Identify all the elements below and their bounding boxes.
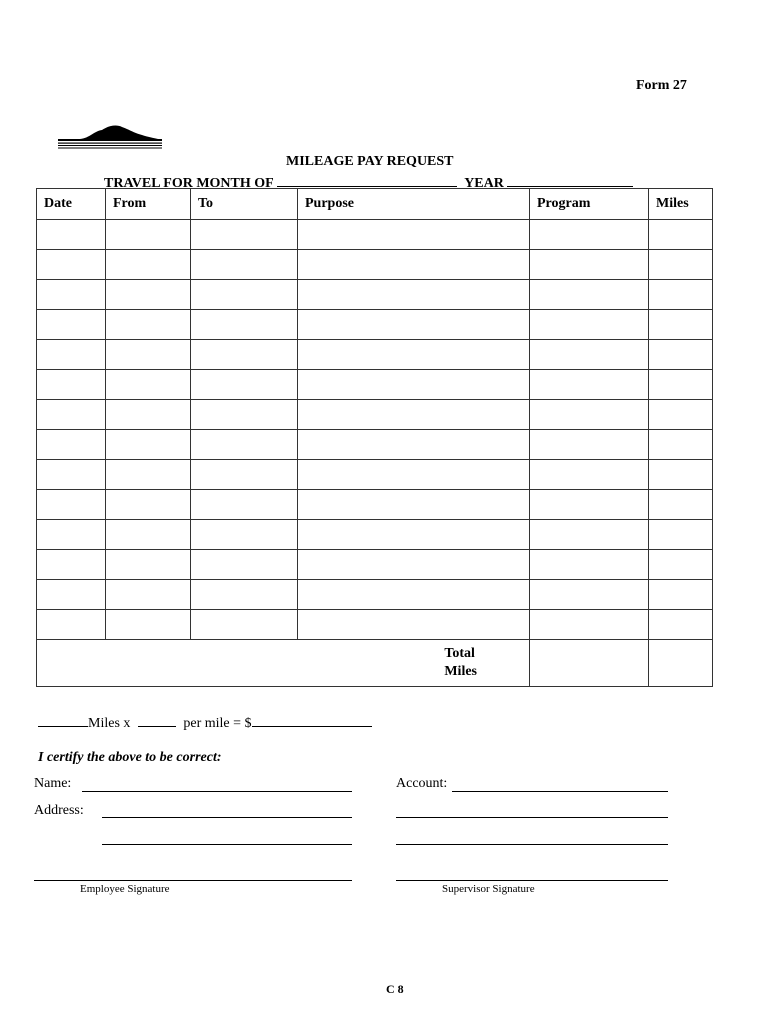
- table-row: [37, 520, 713, 550]
- cell-from[interactable]: [106, 490, 191, 520]
- total-label-line-1: Total: [444, 646, 475, 661]
- cell-miles[interactable]: [649, 280, 713, 310]
- cell-date[interactable]: [37, 400, 106, 430]
- rate-field[interactable]: [138, 714, 176, 727]
- certification-statement: I certify the above to be correct:: [38, 750, 222, 765]
- cell-to[interactable]: [191, 220, 298, 250]
- cell-to[interactable]: [191, 460, 298, 490]
- per-mile-label: per mile = $: [183, 716, 252, 731]
- total-miles-cell[interactable]: [649, 640, 713, 687]
- total-miles-field[interactable]: [38, 714, 88, 727]
- cell-date[interactable]: [37, 430, 106, 460]
- cell-purpose[interactable]: [298, 400, 530, 430]
- account-field[interactable]: [452, 791, 668, 792]
- column-header-date: Date: [37, 189, 106, 220]
- cell-purpose[interactable]: [298, 550, 530, 580]
- cell-program[interactable]: [530, 280, 649, 310]
- column-header-miles: Miles: [649, 189, 713, 220]
- cell-date[interactable]: [37, 340, 106, 370]
- cell-purpose[interactable]: [298, 460, 530, 490]
- total-row: [37, 640, 713, 687]
- form-title: MILEAGE PAY REQUEST: [286, 154, 454, 169]
- name-label: Name:: [34, 776, 72, 791]
- cell-program[interactable]: [530, 400, 649, 430]
- table-row: [37, 370, 713, 400]
- cell-program[interactable]: [530, 340, 649, 370]
- cell-purpose[interactable]: [298, 340, 530, 370]
- table-row: [37, 580, 713, 610]
- cell-date[interactable]: [37, 460, 106, 490]
- cell-to[interactable]: [191, 580, 298, 610]
- table-row: [37, 280, 713, 310]
- cell-purpose[interactable]: [298, 430, 530, 460]
- column-header-program: Program: [530, 189, 649, 220]
- cell-program[interactable]: [530, 250, 649, 280]
- address-label: Address:: [34, 803, 84, 818]
- cell-date[interactable]: [37, 610, 106, 640]
- cell-purpose[interactable]: [298, 580, 530, 610]
- cell-from[interactable]: [106, 460, 191, 490]
- cell-from[interactable]: [106, 310, 191, 340]
- total-label-line-2: Miles: [444, 664, 477, 679]
- cell-date[interactable]: [37, 280, 106, 310]
- cell-to[interactable]: [191, 520, 298, 550]
- cell-purpose[interactable]: [298, 220, 530, 250]
- cell-purpose[interactable]: [298, 310, 530, 340]
- employee-signature-line[interactable]: [34, 880, 352, 881]
- cell-from[interactable]: [106, 610, 191, 640]
- cell-purpose[interactable]: [298, 370, 530, 400]
- table-row: [37, 310, 713, 340]
- cell-from[interactable]: [106, 280, 191, 310]
- cell-date[interactable]: [37, 370, 106, 400]
- cell-to[interactable]: [191, 610, 298, 640]
- cell-miles[interactable]: [649, 340, 713, 370]
- cell-date[interactable]: [37, 310, 106, 340]
- cell-purpose[interactable]: [298, 280, 530, 310]
- account-field-line-3[interactable]: [396, 844, 668, 845]
- table-row: [37, 220, 713, 250]
- cell-to[interactable]: [191, 550, 298, 580]
- cell-miles[interactable]: [649, 460, 713, 490]
- cell-date[interactable]: [37, 550, 106, 580]
- cell-miles[interactable]: [649, 220, 713, 250]
- mountain-logo-icon: [56, 121, 164, 149]
- cell-program[interactable]: [530, 370, 649, 400]
- cell-program[interactable]: [530, 580, 649, 610]
- table-row: [37, 610, 713, 640]
- cell-purpose[interactable]: [298, 610, 530, 640]
- cell-date[interactable]: [37, 220, 106, 250]
- supervisor-signature-line[interactable]: [396, 880, 668, 881]
- cell-from[interactable]: [106, 580, 191, 610]
- cell-program[interactable]: [530, 610, 649, 640]
- amount-field[interactable]: [252, 714, 372, 727]
- cell-program[interactable]: [530, 220, 649, 250]
- cell-from[interactable]: [106, 250, 191, 280]
- cell-miles[interactable]: [649, 550, 713, 580]
- month-label: TRAVEL FOR MONTH OF: [104, 176, 274, 191]
- cell-to[interactable]: [191, 430, 298, 460]
- cell-from[interactable]: [106, 550, 191, 580]
- name-field[interactable]: [82, 791, 352, 792]
- cell-miles[interactable]: [649, 250, 713, 280]
- month-field[interactable]: [277, 172, 457, 187]
- cell-date[interactable]: [37, 250, 106, 280]
- mileage-log-table: [36, 188, 713, 687]
- cell-to[interactable]: [191, 310, 298, 340]
- table-row: [37, 460, 713, 490]
- cell-to[interactable]: [191, 490, 298, 520]
- address-field-line-1[interactable]: [102, 817, 352, 818]
- account-label: Account:: [396, 776, 448, 791]
- cell-date[interactable]: [37, 490, 106, 520]
- year-label: YEAR: [464, 176, 504, 191]
- cell-to[interactable]: [191, 370, 298, 400]
- table-row: [37, 340, 713, 370]
- cell-purpose[interactable]: [298, 250, 530, 280]
- cell-purpose[interactable]: [298, 520, 530, 550]
- address-field-line-2[interactable]: [102, 844, 352, 845]
- table-row: [37, 400, 713, 430]
- cell-miles[interactable]: [649, 370, 713, 400]
- cell-from[interactable]: [106, 340, 191, 370]
- year-field[interactable]: [507, 172, 633, 187]
- cell-miles[interactable]: [649, 310, 713, 340]
- table-row: [37, 490, 713, 520]
- cell-from[interactable]: [106, 220, 191, 250]
- table-header-row: [37, 189, 713, 220]
- cell-to[interactable]: [191, 340, 298, 370]
- table-row: [37, 550, 713, 580]
- cell-date[interactable]: [37, 520, 106, 550]
- cell-miles[interactable]: [649, 490, 713, 520]
- page-number: C 8: [386, 982, 404, 996]
- cell-program[interactable]: [530, 490, 649, 520]
- cell-miles[interactable]: [649, 430, 713, 460]
- column-header-from: From: [106, 189, 191, 220]
- total-program-cell[interactable]: [530, 640, 649, 687]
- cell-program[interactable]: [530, 460, 649, 490]
- cell-purpose[interactable]: [298, 490, 530, 520]
- cell-to[interactable]: [191, 250, 298, 280]
- table-row: [37, 250, 713, 280]
- cell-date[interactable]: [37, 580, 106, 610]
- cell-program[interactable]: [530, 430, 649, 460]
- miles-x-label: Miles x: [88, 716, 131, 731]
- employee-signature-label: Employee Signature: [80, 883, 170, 895]
- column-header-purpose: Purpose: [298, 189, 530, 220]
- cell-program[interactable]: [530, 520, 649, 550]
- cell-program[interactable]: [530, 550, 649, 580]
- cell-program[interactable]: [530, 310, 649, 340]
- column-header-to: To: [191, 189, 298, 220]
- total-miles-label: [37, 640, 530, 687]
- cell-from[interactable]: [106, 430, 191, 460]
- account-field-line-2[interactable]: [396, 817, 668, 818]
- cell-to[interactable]: [191, 280, 298, 310]
- cell-miles[interactable]: [649, 580, 713, 610]
- cell-from[interactable]: [106, 400, 191, 430]
- mileage-calculation: [38, 714, 372, 732]
- cell-miles[interactable]: [649, 520, 713, 550]
- supervisor-signature-label: Supervisor Signature: [442, 883, 535, 895]
- form-number: Form 27: [636, 78, 687, 93]
- cell-miles[interactable]: [649, 400, 713, 430]
- cell-to[interactable]: [191, 400, 298, 430]
- cell-from[interactable]: [106, 370, 191, 400]
- table-row: [37, 430, 713, 460]
- cell-miles[interactable]: [649, 610, 713, 640]
- cell-from[interactable]: [106, 520, 191, 550]
